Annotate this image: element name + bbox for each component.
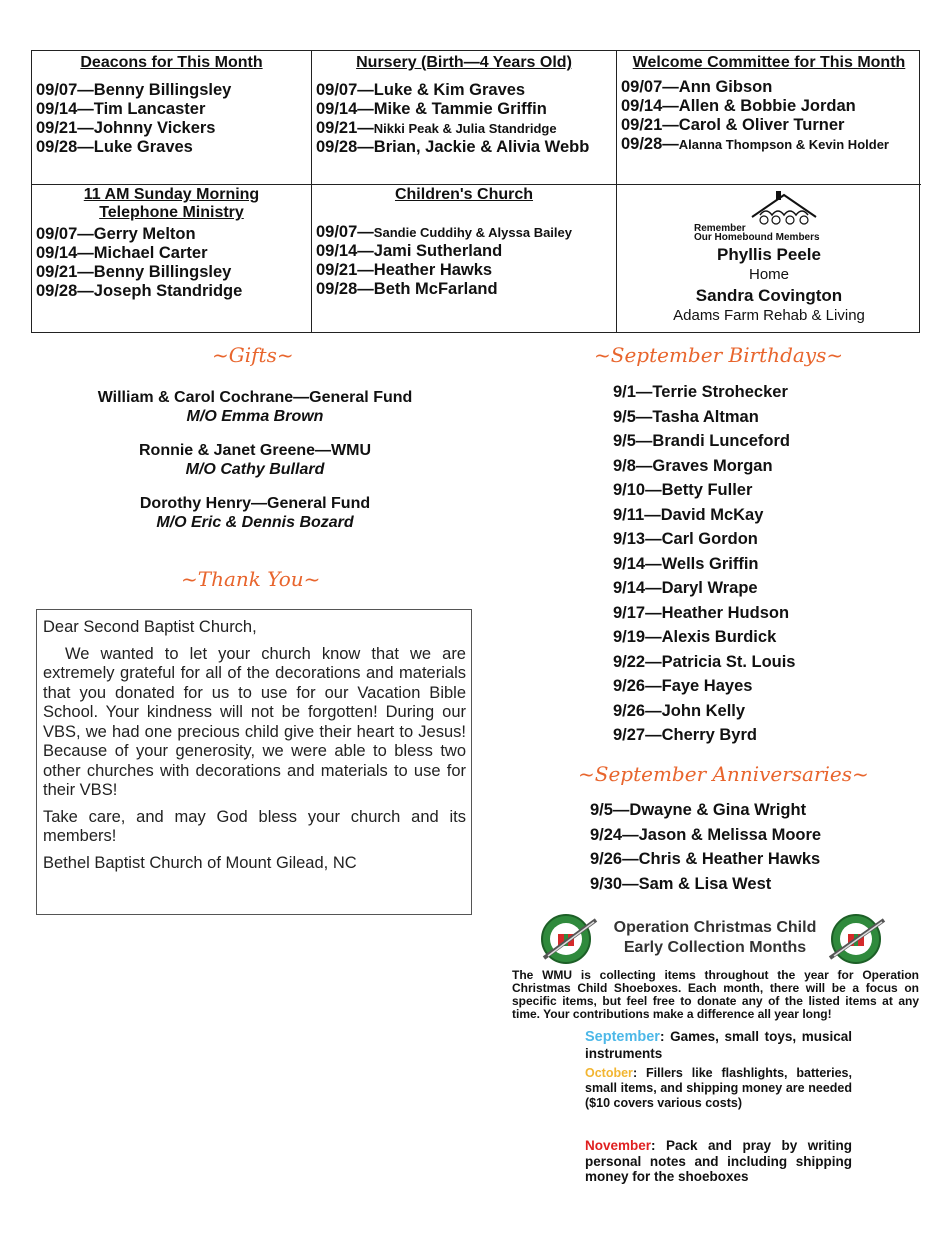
gift-memorial: M/O Eric & Dennis Bozard: [156, 514, 354, 531]
occ-title: [600, 918, 830, 957]
homebound-member-place: Home: [748, 266, 789, 283]
nursery-entry: [316, 81, 616, 100]
entry-names: Beth McFarland: [373, 280, 498, 298]
welcome-entry: [621, 97, 921, 116]
gift-donor: William & Carol Cochrane—General Fund: [97, 389, 413, 406]
month-text: : Pack and pray by writing personal notes and including shipping money for the shoeboxes: [585, 1138, 852, 1184]
birthday-item: 9/14—Daryl Wrape: [613, 579, 758, 597]
childrens-entry: [316, 261, 616, 280]
telephone-cell: [32, 185, 312, 333]
month-text: : Games, small toys, musical instruments: [585, 1029, 852, 1061]
occ-title-line1: Operation Christmas Child: [613, 919, 817, 936]
homebound-member-name: Sandra Covington: [695, 286, 843, 305]
nursery-title: Nursery (Birth—4 Years Old): [356, 54, 572, 71]
telephone-entry: 09/28—Joseph Standridge: [36, 282, 243, 300]
schedule-grid: [31, 50, 920, 333]
welcome-cell: [617, 51, 921, 185]
birthday-item: 9/13—Carl Gordon: [613, 530, 758, 548]
entry-date: 09/28—: [316, 138, 374, 156]
nursery-list: [316, 81, 616, 157]
homebound-logo-line2: Our Homebound Members: [694, 232, 820, 243]
month-name: September: [585, 1029, 660, 1045]
childrens-entry: [316, 223, 616, 242]
welcome-entry: [621, 78, 921, 97]
nursery-entry: [316, 100, 616, 119]
entry-names: Nikki Peak & Julia Standridge: [373, 121, 557, 136]
gift-item: [50, 494, 460, 532]
occ-title-line2: Early Collection Months: [623, 938, 807, 956]
nursery-entry: [316, 138, 616, 157]
deacons-entry: 09/07—Benny Billingsley: [36, 81, 232, 99]
nursery-entry: [316, 119, 616, 138]
thank-you-letter: [36, 609, 472, 915]
homebound-member-place: Adams Farm Rehab & Living: [673, 307, 865, 324]
birthday-item: 9/1—Terrie Strohecker: [613, 383, 788, 401]
birthday-item: 9/22—Patricia St. Louis: [613, 652, 796, 671]
welcome-entry: [621, 135, 921, 154]
birthdays-list: [613, 380, 795, 748]
welcome-entry: [621, 116, 921, 135]
thank-you-heading: ~Thank You~: [181, 567, 321, 591]
entry-date: 09/14—: [316, 100, 374, 118]
entry-date: 09/21—: [316, 261, 374, 279]
birthday-item: 9/17—Heather Hudson: [613, 603, 790, 622]
childrens-entry: [316, 280, 616, 299]
entry-date: 09/21—: [621, 116, 679, 134]
deacons-entry: 09/21—Johnny Vickers: [36, 119, 216, 137]
birthday-item: 9/26—Faye Hayes: [613, 677, 753, 695]
deacons-list: [36, 81, 311, 157]
welcome-title: Welcome Committee for This Month: [632, 54, 906, 71]
gifts-list: [50, 388, 460, 547]
anniversary-item: 9/24—Jason & Melissa Moore: [590, 825, 822, 844]
anniversary-item: 9/30—Sam & Lisa West: [590, 874, 772, 893]
telephone-title-line1: 11 AM Sunday Morning: [83, 186, 260, 203]
samaritans-purse-occ-logo-icon: [538, 912, 600, 966]
telephone-title: [32, 186, 311, 222]
entry-date: 09/28—: [316, 280, 374, 298]
month-name: November: [585, 1138, 652, 1153]
childrens-cell: [312, 185, 617, 333]
letter-greeting: Dear Second Baptist Church,: [43, 618, 257, 636]
anniversary-item: 9/5—Dwayne & Gina Wright: [590, 801, 807, 819]
welcome-list: [621, 78, 921, 154]
gift-donor: Dorothy Henry—General Fund: [139, 495, 371, 512]
birthday-item: 9/19—Alexis Burdick: [613, 628, 777, 646]
samaritans-purse-occ-logo-icon: [826, 912, 888, 966]
entry-date: 09/28—: [621, 135, 679, 153]
gift-donor: Ronnie & Janet Greene—WMU: [138, 442, 372, 459]
nursery-cell: [312, 51, 617, 185]
entry-names: Sandie Cuddihy & Alyssa Bailey: [373, 225, 572, 240]
entry-names: Luke & Kim Graves: [373, 81, 526, 99]
birthday-item: 9/10—Betty Fuller: [613, 481, 753, 499]
entry-date: 09/07—: [316, 81, 374, 99]
occ-intro: The WMU is collecting items throughout the year for Operation Christmas Child Shoeboxes. Each month, there will be a focus on specific items, but feel free to donate any of the listed items at any time. Your contributions make a difference all year long!: [512, 968, 919, 1021]
deacons-entry: 09/14—Tim Lancaster: [36, 100, 206, 118]
anniversary-item: 9/26—Chris & Heather Hawks: [590, 850, 821, 868]
entry-date: 09/07—: [316, 223, 374, 241]
entry-names: Jami Sutherland: [373, 242, 503, 260]
occ-month-september: [585, 1029, 852, 1061]
gift-item: [50, 441, 460, 479]
deacons-title: Deacons for This Month: [80, 54, 263, 71]
birthday-item: 9/5—Brandi Lunceford: [613, 432, 790, 450]
childrens-list: [316, 223, 616, 299]
gift-memorial: M/O Emma Brown: [186, 408, 324, 425]
birthday-item: 9/14—Wells Griffin: [613, 554, 759, 573]
gifts-heading: ~Gifts~: [212, 343, 294, 367]
gift-item: [50, 388, 460, 426]
deacons-cell: [32, 51, 312, 185]
anniversaries-list: [590, 798, 821, 896]
childrens-entry: [316, 242, 616, 261]
entry-date: 09/07—: [621, 78, 679, 96]
letter-closing: Take care, and may God bless your church and its members!: [43, 807, 466, 845]
letter-signature: Bethel Baptist Church of Mount Gilead, NC: [43, 853, 357, 872]
birthday-item: 9/26—John Kelly: [613, 701, 746, 720]
entry-names: Mike & Tammie Griffin: [373, 100, 547, 118]
entry-names: Ann Gibson: [678, 78, 773, 96]
telephone-title-line2: Telephone Ministry: [99, 204, 244, 221]
homebound-logo-line1: Remember: [694, 223, 746, 234]
childrens-title: Children's Church: [394, 186, 534, 203]
letter-body: We wanted to let your church know that we are extremely grateful for all of the decorations and materials that you donated for us to use for our Vacation Bible School. Your kindness will not be forgotten! During our VBS, we had one precious child give their heart to Jesus! Because of your generosity, we were able to bless two other churches with decorations and materials to use for their VBS!: [43, 644, 466, 799]
homebound-logo-text: [694, 224, 820, 242]
entry-names: Heather Hawks: [373, 261, 493, 279]
anniversaries-heading: ~September Anniversaries~: [578, 762, 869, 786]
entry-names: Allen & Bobbie Jordan: [678, 97, 856, 115]
homebound-logo: [694, 187, 844, 243]
telephone-entry: 09/14—Michael Carter: [36, 244, 208, 262]
entry-date: 09/14—: [621, 97, 679, 115]
homebound-member-name: Phyllis Peele: [717, 245, 821, 264]
occ-month-october: [585, 1066, 852, 1111]
telephone-entry: 09/21—Benny Billingsley: [36, 263, 232, 281]
telephone-list: [36, 225, 311, 301]
deacons-entry: 09/28—Luke Graves: [36, 138, 193, 156]
entry-date: 09/21—: [316, 119, 374, 137]
month-name: October: [585, 1066, 633, 1080]
birthday-item: 9/11—David McKay: [613, 505, 764, 524]
entry-names: Alanna Thompson & Kevin Holder: [678, 137, 889, 152]
entry-names: Carol & Oliver Turner: [678, 116, 845, 134]
entry-names: Brian, Jackie & Alivia Webb: [373, 138, 590, 156]
birthday-item: 9/27—Cherry Byrd: [613, 726, 757, 744]
telephone-entry: 09/07—Gerry Melton: [36, 225, 196, 243]
birthday-item: 9/8—Graves Morgan: [613, 456, 773, 475]
entry-date: 09/14—: [316, 242, 374, 260]
homebound-cell: [617, 185, 921, 333]
month-text: : Fillers like flashlights, batteries, small items, and shipping money are needed ($10 covers various costs): [585, 1066, 852, 1110]
birthdays-heading: ~September Birthdays~: [594, 343, 844, 367]
gift-memorial: M/O Cathy Bullard: [185, 461, 325, 478]
birthday-item: 9/5—Tasha Altman: [613, 407, 759, 426]
occ-month-november: [585, 1138, 852, 1185]
